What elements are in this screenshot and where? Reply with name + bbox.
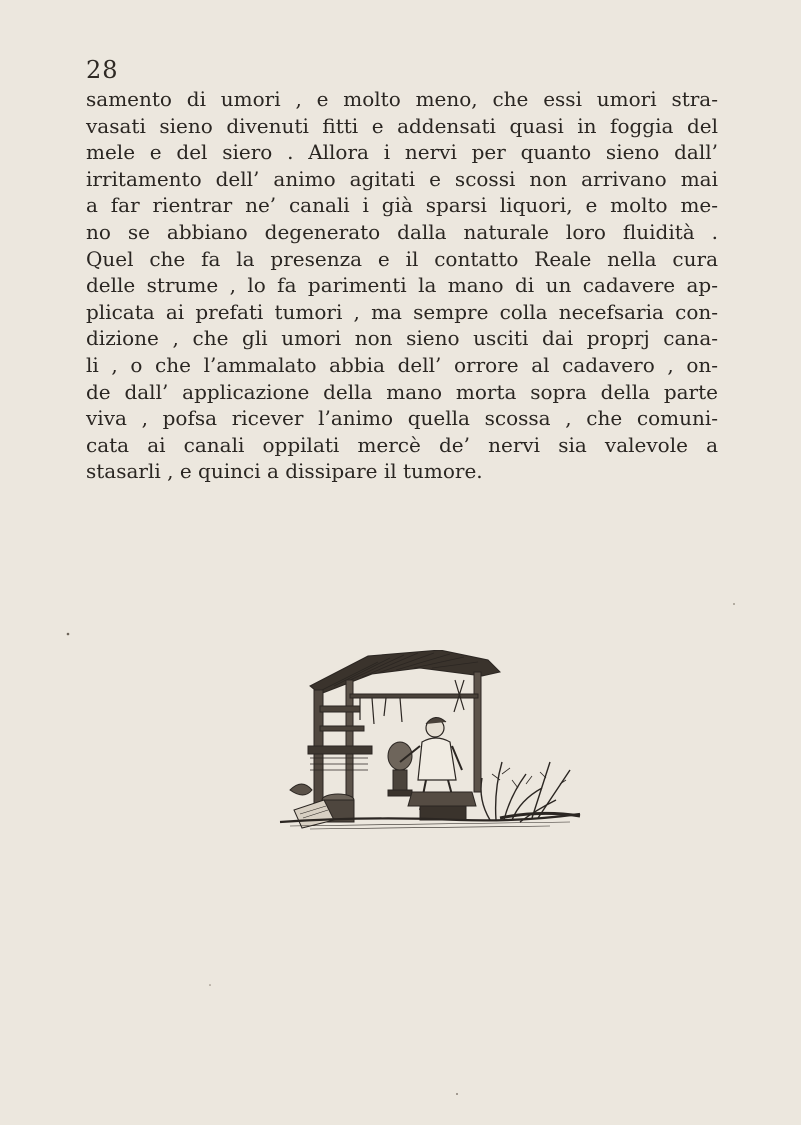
text-line: viva , pofsa ricever l’animo quella scossa , che comuni- (86, 406, 718, 431)
text-line: plicata ai prefati tumori , ma sempre colla necefsaria con- (86, 299, 718, 324)
text-line: no se abbiano degenerato dalla naturale loro fluidità . (86, 219, 718, 244)
body-text (86, 86, 718, 485)
text-line: samento di umori , e molto meno, che essi umori stra- (86, 87, 718, 111)
text-line: li , o che l’ammalato abbia dell’ orrore al cadavero , on- (86, 352, 718, 377)
text-line: stasarli , e quinci a dissipare il tumore. (86, 459, 483, 484)
text-line: vasati sieno divenuti fitti e addensati quasi in foggia del (86, 113, 718, 138)
page-number: 28 (86, 56, 119, 84)
text-line: de dall’ applicazione della mano morta sopra della parte (86, 379, 718, 404)
text-line: a far rientrar ne’ canali i già sparsi liquori, e molto me- (86, 193, 718, 218)
text-line: delle strume , lo fa parimenti la mano di un cadavere ap- (86, 273, 718, 298)
text-line: irritamento dell’ animo agitati e scossi non arrivano mai (86, 166, 718, 191)
text-line: mele e del siero . Allora i nervi per quanto sieno dall’ (86, 140, 718, 165)
text-line: Quel che fa la presenza e il contatto Reale nella cura (86, 246, 718, 271)
text-line: dizione , che gli umori non sieno usciti dai proprj cana- (86, 326, 718, 351)
engraved-workshop-vignette-icon (250, 650, 585, 830)
text-line: cata ai canali oppilati mercè de’ nervi sia valevole a (86, 432, 718, 457)
